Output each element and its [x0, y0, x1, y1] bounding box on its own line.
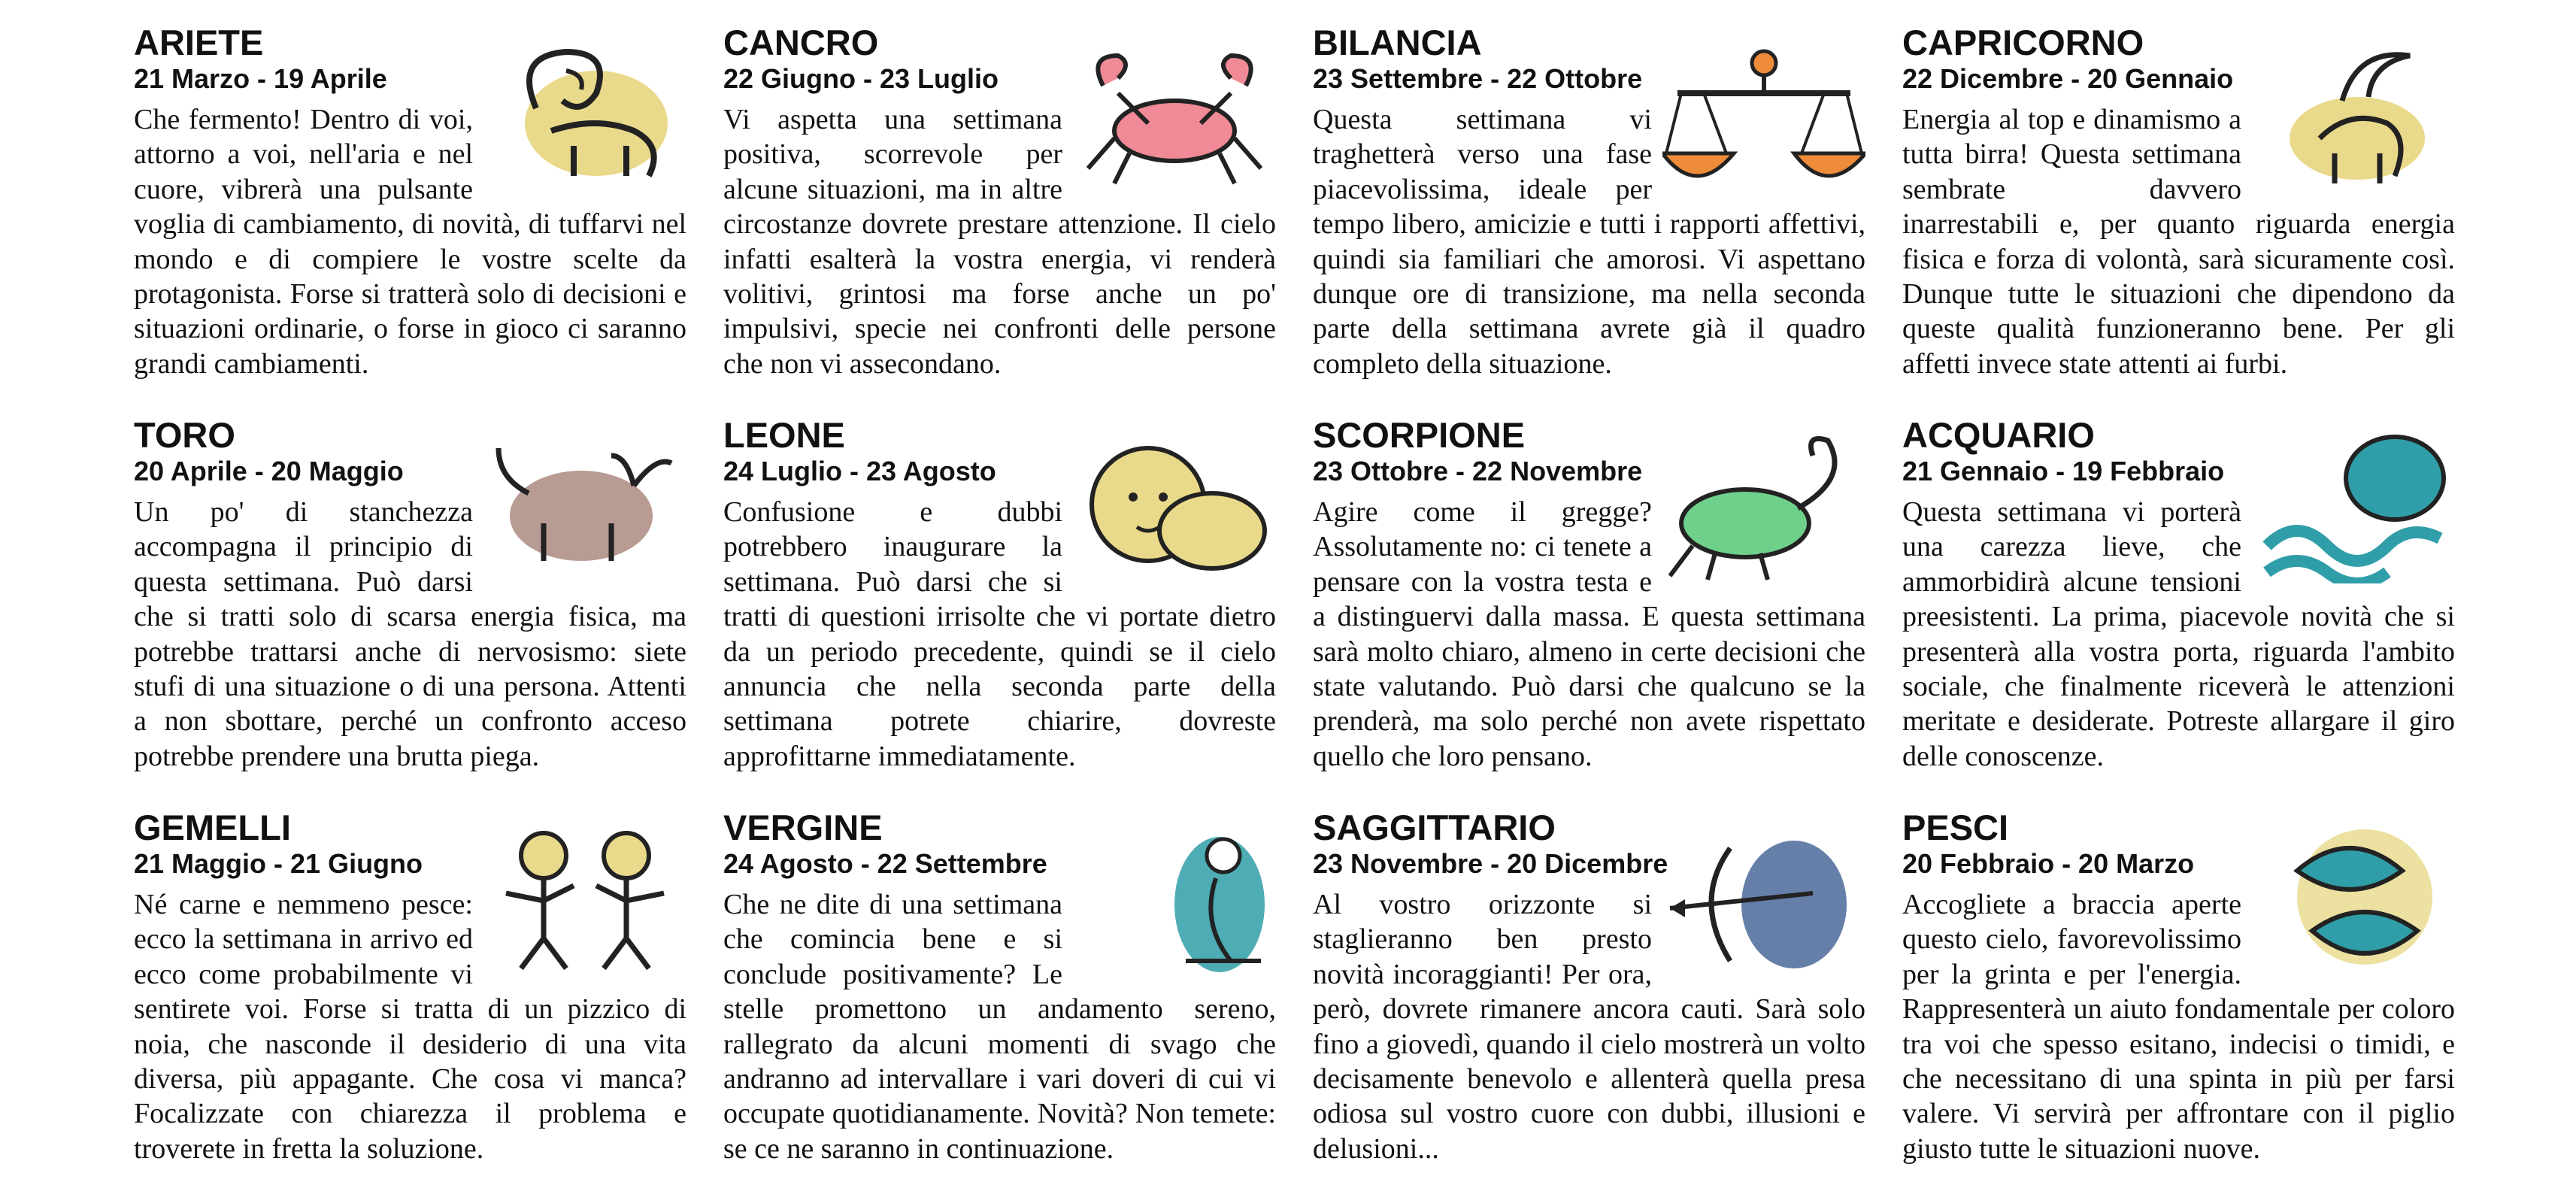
sign-name: SAGGITTARIO: [1313, 808, 1556, 847]
archer-icon: [1662, 826, 1865, 976]
sign-text: Questa settimana vi porterà una carezza lieve, che ammorbidirà alcune tensioni preesistenti. La prima, piacevole novità che si presenterà alla vostra porta, riguarda l'ambito sociale, che finalmente riceverà le attenzioni meritate e desiderate. Potreste allargare il giro delle conoscenze.: [1902, 496, 2455, 772]
sign-name: PESCI: [1902, 808, 2009, 847]
sign-text: Né carne e nemmeno pesce: ecco la settimana in arrivo ed ecco come probabilmente vi sentirete voi. Forse si tratta di un pizzico di noia, che nasconde il desiderio di una vita diversa, più appagante. Che cosa vi manca? Focalizzate con chiarezza il problema e troverete in fretta la soluzione.: [134, 889, 686, 1165]
bull-icon: [483, 433, 686, 583]
sign-leone: [723, 415, 1276, 808]
sign-dates: 23 Novembre - 20 Dicembre: [1313, 848, 1668, 879]
goat-icon: [2252, 41, 2455, 191]
sign-dates: 20 Aprile - 20 Maggio: [134, 456, 404, 486]
sign-text: Un po' di stanchezza accompagna il principio di questa settimana. Può darsi che si tratti solo di scarsa energia fisica, ma potrebbe trattarsi anche di nervosismo: siete stufi di una situazione o di una persona. Attenti a non sbottare, perché un confronto acceso potrebbe prendere una brutta piega.: [134, 496, 686, 772]
sign-name: SCORPIONE: [1313, 415, 1526, 455]
sign-dates: 22 Giugno - 23 Luglio: [723, 63, 999, 94]
sign-dates: 21 Gennaio - 19 Febbraio: [1902, 456, 2225, 486]
sign-name: VERGINE: [723, 808, 883, 847]
sign-saggittario: [1313, 808, 1865, 1200]
sign-dates: 21 Maggio - 21 Giugno: [134, 848, 423, 879]
sign-dates: 23 Ottobre - 22 Novembre: [1313, 456, 1643, 486]
sign-name: GEMELLI: [134, 808, 291, 847]
sign-capricorno: [1902, 23, 2455, 415]
fish-icon: [2252, 826, 2455, 976]
sign-name: CAPRICORNO: [1902, 23, 2144, 62]
sign-name: CANCRO: [723, 23, 879, 62]
sign-text: Confusione e dubbi potrebbero inaugurare la settimana. Può darsi che si tratti di questioni irrisolte che vi portate dietro da un periodo precedente, quindi se il cielo annuncia che nella seconda parte della settimana potrete chiarire, dovreste approfittarne immediatamente.: [723, 496, 1276, 772]
sign-text: Vi aspetta una settimana positiva, scorrevole per alcune situazioni, ma in altre circostanze dovrete prestare attenzione. Il cielo infatti esalterà la vostra energia, vi renderà volitivi, grintosi ma forse anche un po' impulsivi, specie nei confronti delle persone che non vi assecondano.: [723, 104, 1276, 380]
horoscope-grid: [134, 23, 2455, 1200]
sign-dates: 22 Dicembre - 20 Gennaio: [1902, 63, 2234, 94]
sign-dates: 24 Agosto - 22 Settembre: [723, 848, 1047, 879]
lion-icon: [1073, 433, 1276, 583]
twins-icon: [483, 826, 686, 976]
sign-text: Accogliete a braccia aperte questo cielo, favorevolissimo per la grinta e per l'energia. Rappresenterà un aiuto fondamentale per coloro tra voi che spesso esitano, indecisi o timidi, e che necessitano di una spinta in più per farsi valere. Vi servirà per affrontare con il piglio giusto tutte le situazioni nuove.: [1902, 889, 2455, 1165]
sign-toro: [134, 415, 686, 808]
sign-bilancia: [1313, 23, 1865, 415]
sign-cancro: [723, 23, 1276, 415]
sign-name: ACQUARIO: [1902, 415, 2095, 455]
sign-ariete: [134, 23, 686, 415]
scales-icon: [1662, 41, 1865, 191]
water-bearer-icon: [2252, 433, 2455, 583]
scorpion-icon: [1662, 433, 1865, 583]
sign-pesci: [1902, 808, 2455, 1200]
sign-dates: 21 Marzo - 19 Aprile: [134, 63, 387, 94]
sign-text: Questa settimana vi traghetterà verso una fase piacevolissima, ideale per tempo libero, amicizie e tutti i rapporti affettivi, quindi sia familiari che amorosi. Vi aspettano dunque ore di transizione, ma nella seconda parte della settimana avrete già il quadro completo della situazione.: [1313, 104, 1865, 380]
virgin-icon: [1073, 826, 1276, 976]
crab-icon: [1073, 41, 1276, 191]
sign-text: Energia al top e dinamismo a tutta birra! Questa settimana sembrate davvero inarrestabili e, per quanto riguarda energia fisica e forza di volontà, sarà sicuramente così. Dunque tutte le situazioni che dipendono da queste qualità funzioneranno bene. Per gli affetti invece state attenti ai furbi.: [1902, 104, 2455, 380]
sign-text: Al vostro orizzonte si staglieranno ben presto novità incoraggianti! Per ora, però, dovrete rimanere ancora cauti. Sarà solo fino a giovedì, quando il cielo mostrerà un volto decisamente benevolo e allenterà quella presa odiosa sul vostro cuore con dubbi, illusioni e delusioni...: [1313, 889, 1865, 1165]
sign-name: LEONE: [723, 415, 845, 455]
sign-vergine: [723, 808, 1276, 1200]
sign-name: ARIETE: [134, 23, 264, 62]
sign-acquario: [1902, 415, 2455, 808]
sign-dates: 23 Settembre - 22 Ottobre: [1313, 63, 1643, 94]
sign-gemelli: [134, 808, 686, 1200]
sign-name: BILANCIA: [1313, 23, 1482, 62]
sign-dates: 24 Luglio - 23 Agosto: [723, 456, 996, 486]
sign-text: Agire come il gregge? Assolutamente no: ci tenete a pensare con la vostra testa e a distinguervi dalla massa. E questa settimana sarà molto chiaro, almeno in certe decisioni che state valutando. Può darsi che qualcuno se la prenderà, ma solo perché non avete rispettato quello che loro pensano.: [1313, 496, 1865, 772]
sign-name: TORO: [134, 415, 235, 455]
sign-text: Che fermento! Dentro di voi, attorno a voi, nell'aria e nel cuore, vibrerà una pulsante voglia di cambiamento, di novità, di tuffarvi nel mondo e di compiere le vostre scelte da protagonista. Forse si tratterà solo di decisioni e situazioni ordinarie, o forse in gioco ci saranno grandi cambiamenti.: [134, 104, 686, 380]
sign-scorpione: [1313, 415, 1865, 808]
ram-icon: [483, 41, 686, 191]
sign-text: Che ne dite di una settimana che comincia bene e si conclude positivamente? Le stelle promettono un andamento sereno, rallegrato da alcuni momenti di svago che andranno ad intervallare i vari doveri di cui vi occupate quotidianamente. Novità? Non temete: se ce ne saranno in continuazione.: [723, 889, 1276, 1165]
sign-dates: 20 Febbraio - 20 Marzo: [1902, 848, 2195, 879]
